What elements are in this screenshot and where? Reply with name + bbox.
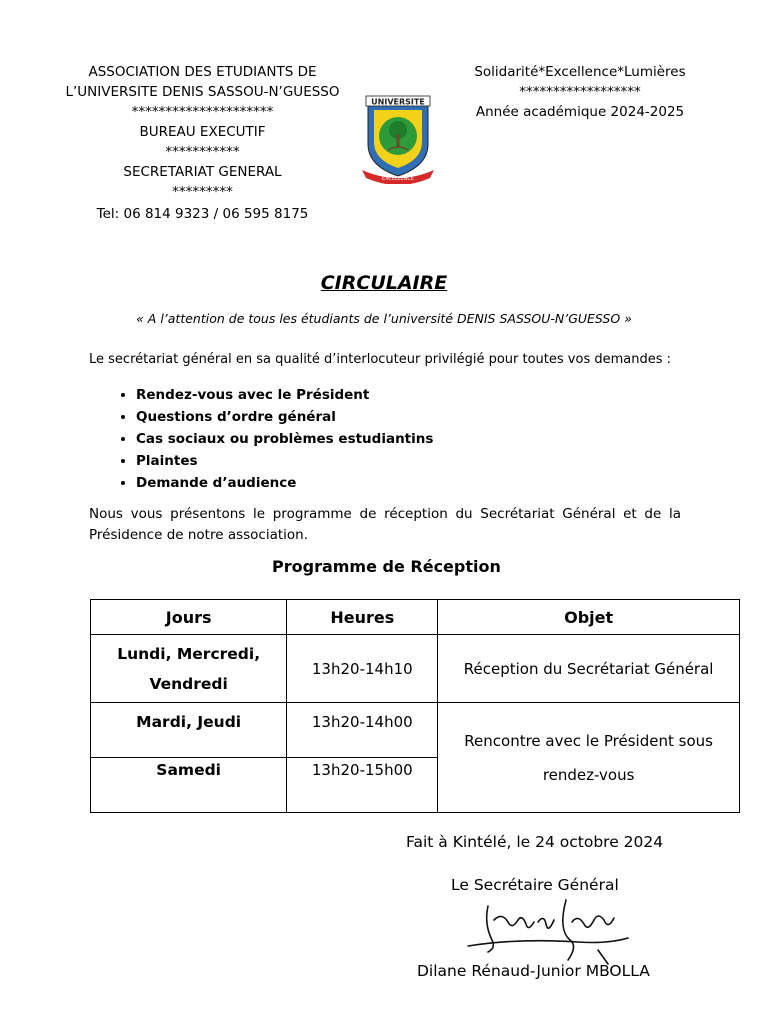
request-list bbox=[110, 384, 433, 494]
org-line: BUREAU EXECUTIF bbox=[139, 124, 266, 140]
day-text: Samedi bbox=[156, 761, 221, 779]
list-item: • Plaintes bbox=[136, 450, 433, 472]
university-logo bbox=[358, 92, 438, 184]
day-cell bbox=[91, 758, 287, 813]
hours-cell: 13h20-14h10 bbox=[287, 635, 438, 703]
program-table bbox=[90, 599, 740, 813]
attention-line: « A l’attention de tous les étudiants de l’université DENIS SASSOU-N’GUESSO » bbox=[136, 311, 632, 326]
list-item: • Demande d’audience bbox=[136, 472, 433, 494]
document-title: CIRCULAIRE bbox=[320, 272, 448, 294]
handwritten-signature bbox=[458, 890, 633, 972]
org-separator: ********************* bbox=[131, 104, 274, 120]
column-header: Objet bbox=[438, 600, 740, 635]
program-paragraph: Nous vous présentons le programme de réception du Secrétariat Général et de la Présidence de notre association. bbox=[89, 506, 681, 543]
object-line: Rencontre avec le Président sous bbox=[464, 731, 713, 750]
hours-text: 13h20-15h00 bbox=[311, 761, 413, 779]
hours-text: 13h20-14h00 bbox=[311, 713, 413, 731]
hours-cell bbox=[287, 758, 438, 813]
hours-cell bbox=[287, 703, 438, 758]
org-line: ASSOCIATION DES ETUDIANTS DE bbox=[88, 64, 317, 80]
org-separator: ********* bbox=[172, 184, 233, 200]
day-line: Lundi, Mercredi, bbox=[117, 644, 261, 663]
program-title: Programme de Réception bbox=[272, 557, 501, 576]
svg-text:UNIVERSITE: UNIVERSITE bbox=[371, 97, 425, 107]
day-line: Vendredi bbox=[149, 674, 228, 693]
org-line: SECRETARIAT GENERAL bbox=[123, 164, 282, 180]
motto: Solidarité*Excellence*Lumières bbox=[474, 64, 686, 80]
table-row bbox=[91, 635, 740, 703]
signatory-title: Le Secrétaire Général bbox=[451, 876, 619, 894]
list-item: • Questions d’ordre général bbox=[136, 406, 433, 428]
list-item: • Rendez-vous avec le Président bbox=[136, 384, 433, 406]
academic-year: Année académique 2024-2025 bbox=[475, 104, 685, 120]
column-header: Heures bbox=[287, 600, 438, 635]
day-text: Mardi, Jeudi bbox=[136, 713, 242, 731]
day-cell bbox=[91, 703, 287, 758]
object-cell bbox=[438, 703, 740, 813]
organization-header bbox=[60, 62, 345, 224]
motto-separator: ****************** bbox=[519, 84, 641, 100]
org-phone: Tel: 06 814 9323 / 06 595 8175 bbox=[96, 206, 309, 222]
day-cell bbox=[91, 635, 287, 703]
place-date: Fait à Kintélé, le 24 octobre 2024 bbox=[406, 833, 664, 851]
list-item: • Cas sociaux ou problèmes estudiantins bbox=[136, 428, 433, 450]
signatory-name: Dilane Rénaud-Junior MBOLLA bbox=[417, 962, 650, 980]
table-row bbox=[91, 703, 740, 758]
table-header-row bbox=[91, 600, 740, 635]
object-cell: Réception du Secrétariat Général bbox=[438, 635, 740, 703]
column-header: Jours bbox=[91, 600, 287, 635]
motto-block bbox=[460, 62, 700, 122]
object-line: rendez-vous bbox=[542, 765, 635, 784]
svg-text:EXCELLENCE: EXCELLENCE bbox=[382, 176, 414, 182]
intro-text: Le secrétariat général en sa qualité d’interlocuteur privilégié pour toutes vos demandes : bbox=[89, 352, 672, 367]
org-line: L’UNIVERSITE DENIS SASSOU-N’GUESSO bbox=[65, 84, 340, 100]
org-separator: *********** bbox=[165, 144, 240, 160]
